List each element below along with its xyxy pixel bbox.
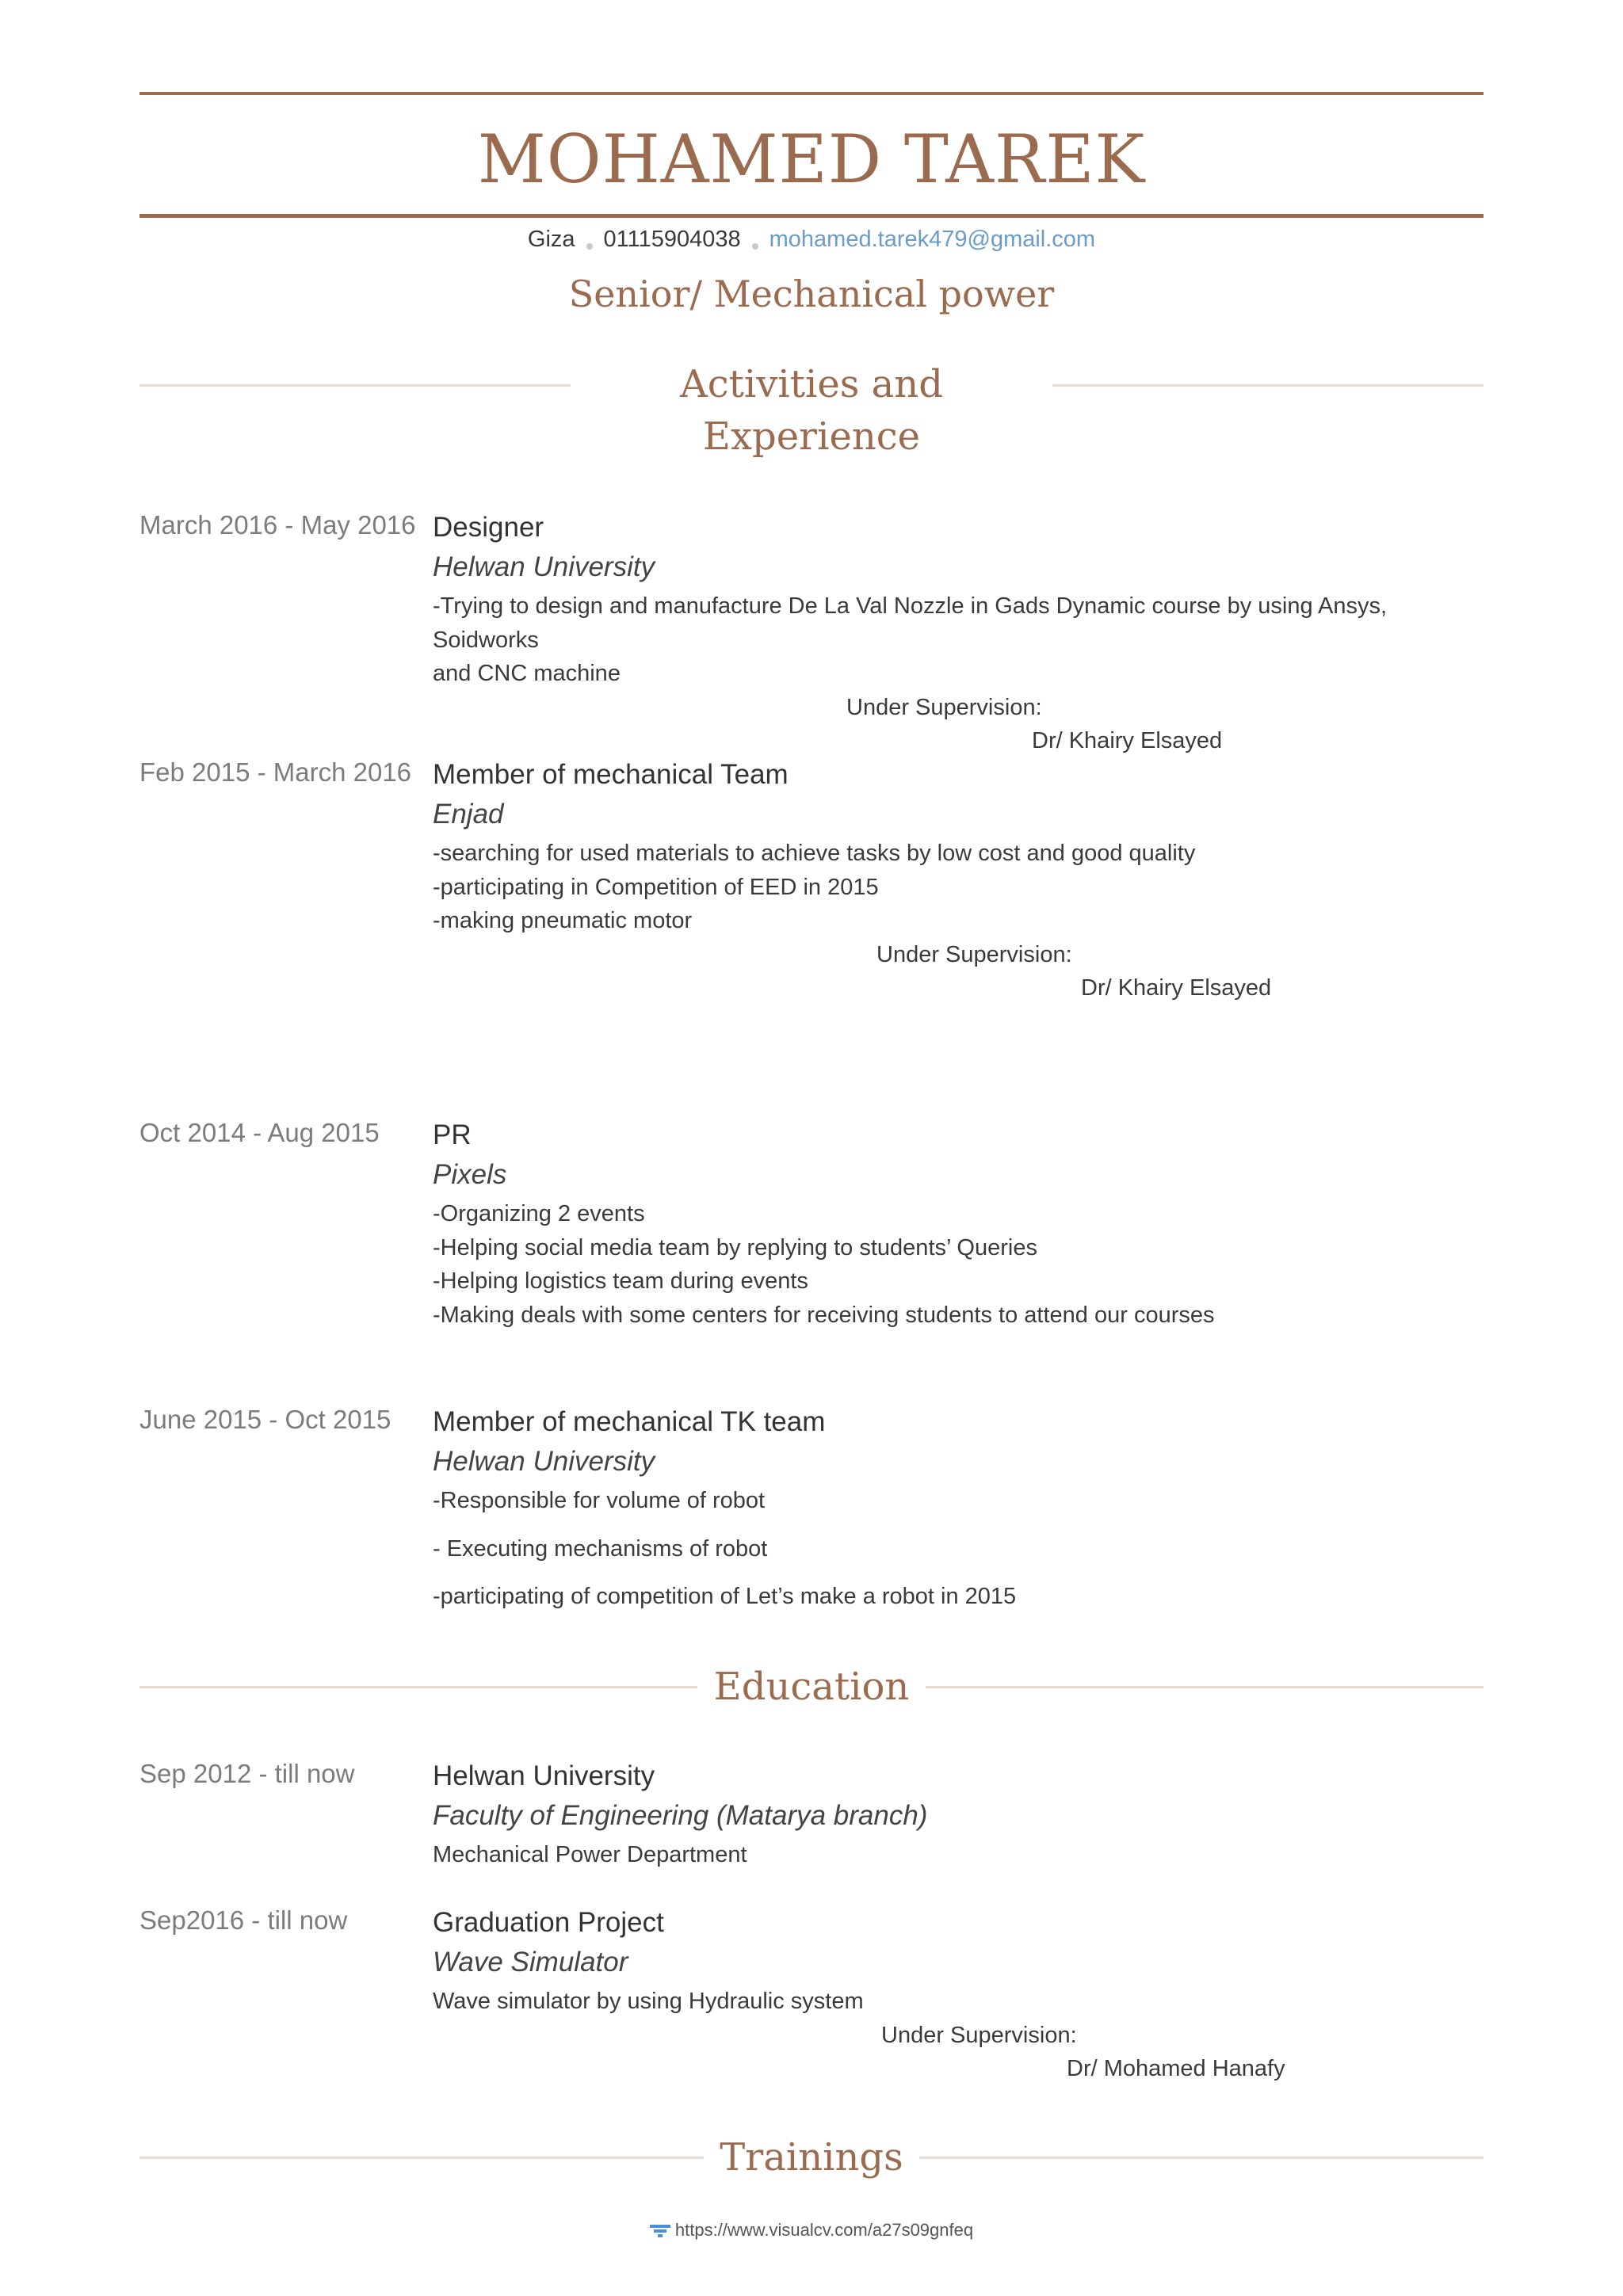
- entry-description-line: -searching for used materials to achieve tasks by low cost and good quality: [433, 841, 1196, 866]
- entry-description-line: -participating in Competition of EED in 2015: [433, 874, 879, 900]
- entry-role: Designer: [433, 512, 544, 543]
- contact-line: [139, 227, 1484, 253]
- entry-organization: Enjad: [433, 799, 504, 830]
- entry-description-line: - Executing mechanisms of robot: [433, 1535, 768, 1562]
- supervisor-name: Dr/ Mohamed Hanafy: [1067, 2056, 1285, 2081]
- separator-dot-icon: [752, 243, 758, 250]
- entry-date: Oct 2014 - Aug 2015: [139, 1118, 380, 1147]
- section-divider-right: [926, 1686, 1484, 1688]
- entry-role: Member of mechanical Team: [433, 759, 789, 790]
- entry-role: PR: [433, 1119, 472, 1150]
- phone: 01115904038: [603, 227, 741, 252]
- supervisor-name: Dr/ Khairy Elsayed: [1081, 975, 1272, 1001]
- section-divider-left: [139, 384, 571, 387]
- section-divider-left: [139, 1686, 697, 1688]
- email-link[interactable]: mohamed.tarek479@gmail.com: [769, 227, 1096, 252]
- section-divider-left: [139, 2157, 704, 2159]
- entry-organization: Helwan University: [433, 1446, 655, 1477]
- entry-description-line: -participating of competition of Let’s make a robot in 2015: [433, 1584, 1017, 1609]
- supervision-label: Under Supervision:: [846, 694, 1042, 720]
- education-section-title: Education: [713, 1665, 910, 1709]
- footer-url-link[interactable]: https://www.visualcv.com/a27s09gnfeq: [674, 2220, 974, 2240]
- entry-description-line: -making pneumatic motor: [433, 908, 693, 933]
- entry-date: March 2016 - May 2016: [139, 510, 416, 540]
- city: Giza: [527, 227, 575, 252]
- entry-date: Sep 2012 - till now: [139, 1759, 355, 1788]
- headline: Senior/ Mechanical power: [568, 273, 1055, 315]
- entry-date: Feb 2015 - March 2016: [139, 757, 412, 787]
- top-divider: [139, 92, 1484, 95]
- name-divider: [139, 214, 1484, 218]
- entry-description-line: and CNC machine: [433, 661, 621, 686]
- entry-organization: Wave Simulator: [433, 1947, 628, 1978]
- visualcv-logo-icon: [650, 2223, 670, 2244]
- entry-date: Sep2016 - till now: [139, 1905, 348, 1935]
- section-divider-right: [919, 2157, 1484, 2159]
- entry-description-line: -Responsible for volume of robot: [433, 1488, 766, 1513]
- entry-role: Member of mechanical TK team: [433, 1406, 826, 1437]
- separator-dot-icon: [586, 243, 593, 250]
- section-divider-right: [1052, 384, 1484, 387]
- supervisor-name: Dr/ Khairy Elsayed: [1032, 728, 1223, 753]
- entry-description-line: -Organizing 2 events: [433, 1201, 645, 1226]
- entry-description-line: -Making deals with some centers for receiving students to attend our courses: [433, 1302, 1215, 1328]
- trainings-section-title: Trainings: [720, 2135, 903, 2180]
- entry-description-line: Mechanical Power Department: [433, 1842, 747, 1867]
- entry-organization: Pixels: [433, 1159, 507, 1190]
- entry-description-line: -Trying to design and manufacture De La Val Nozzle in Gads Dynamic course by using Ansys, Soidworks: [433, 593, 1388, 653]
- experience-title-line2: Experience: [702, 414, 921, 459]
- entry-role: Graduation Project: [433, 1907, 664, 1938]
- entry-organization: Faculty of Engineering (Matarya branch): [433, 1800, 928, 1831]
- experience-section-title: [571, 358, 1052, 463]
- entry-date: June 2015 - Oct 2015: [139, 1405, 391, 1434]
- experience-title-line1: Activities and: [680, 362, 943, 406]
- footer: [0, 2220, 1623, 2244]
- entry-organization: Helwan University: [433, 551, 655, 582]
- entry-description-line: -Helping social media team by replying to students’ Queries: [433, 1234, 1037, 1261]
- entry-role: Helwan University: [433, 1760, 655, 1791]
- supervision-label: Under Supervision:: [876, 941, 1072, 967]
- candidate-name: MOHAMED TAREK: [477, 120, 1146, 198]
- entry-description-line: Wave simulator by using Hydraulic system: [433, 1989, 864, 2014]
- entry-description-line: -Helping logistics team during events: [433, 1268, 808, 1294]
- supervision-label: Under Supervision:: [881, 2022, 1077, 2048]
